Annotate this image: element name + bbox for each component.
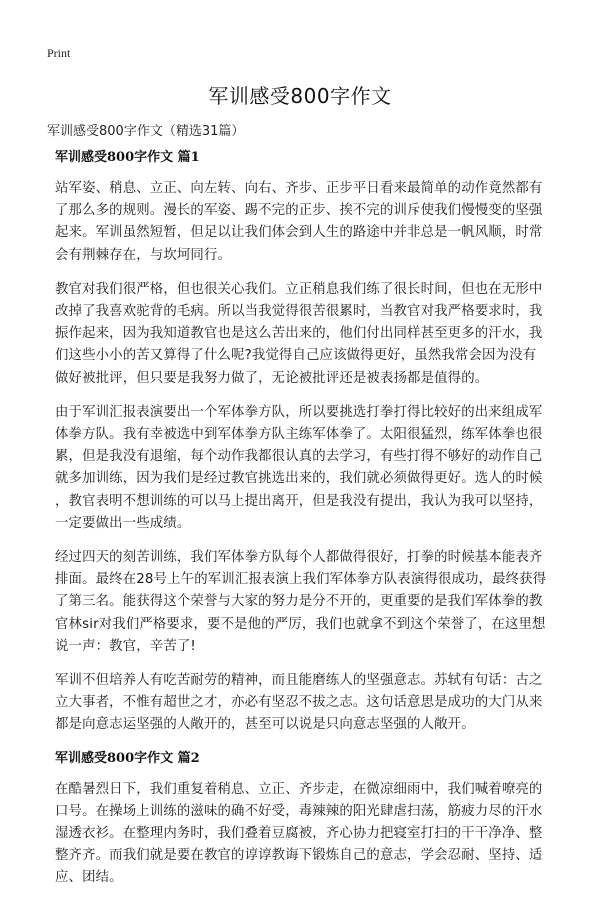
text-line: 湿透衣衫。在整理内务时，我们叠着豆腐被，齐心协力把寝室打扫的干干净净、整 bbox=[55, 826, 543, 842]
text-line: 了第三名。能获得这个荣誉与大家的努力是分不开的，更重要的是我们军体拳的教 bbox=[55, 594, 543, 610]
text-line: 口号。在操场上训练的滋味的确不好受，毒辣辣的阳光肆虐扫荡，筋疲力尽的汗水 bbox=[55, 803, 543, 819]
section-heading: 军训感受800字作文 篇1 bbox=[55, 150, 200, 165]
text-line: 由于军训汇报表演要出一个军体拳方队，所以要挑选打拳打得比较好的出来组成军 bbox=[55, 404, 543, 420]
text-line: 振作起来，因为我知道教官也是这么苦出来的，他们付出同样甚至更多的汗水，我 bbox=[55, 326, 543, 342]
paragraph bbox=[55, 670, 555, 737]
text-line: 累，但是我没有退缩，每个动作我都很认真的去学习，有些打得不够好的动作自己 bbox=[55, 449, 543, 465]
page-title: 军训感受800字作文 bbox=[208, 84, 392, 108]
text-line: 体拳方队。我有幸被选中到军体拳方队主练军体拳了。太阳很猛烈，练军体拳也很 bbox=[55, 427, 543, 443]
text-line: 了那么多的规则。漫长的军姿、踢不完的正步、挨不完的训斥使我们慢慢变的坚强 bbox=[55, 203, 543, 219]
paragraph bbox=[55, 779, 555, 890]
text-line: 应、团结。 bbox=[55, 870, 123, 886]
paragraph bbox=[55, 547, 555, 658]
text-line: ，教官表明不想训练的可以马上提出离开，但是我没有提出，我认为我可以坚持， bbox=[55, 493, 543, 509]
text-line: 官林sir对我们严格要求，要不是他的严厉，我们也就拿不到这个荣誉了，在这里想 bbox=[55, 616, 546, 632]
text-line: 站军姿、稍息、立正、向左转、向右、齐步、正步平日看来最简单的动作竟然都有 bbox=[55, 181, 543, 196]
print-link[interactable]: Print bbox=[47, 46, 71, 60]
paragraph bbox=[55, 178, 555, 267]
section-heading: 军训感受800字作文 篇2 bbox=[55, 750, 200, 766]
text-line: 整齐齐。而我们就是要在教官的谆谆教诲下锻炼自己的意志，学会忍耐、坚持、适 bbox=[55, 848, 543, 864]
text-line: 军训不但培养人有吃苦耐劳的精神，而且能磨练人的坚强意志。苏轼有句话：古之 bbox=[55, 673, 543, 689]
paragraph bbox=[55, 402, 555, 535]
text-line: 做好被批评，但只要是我努力做了，无论被批评还是被表扬都是值得的。 bbox=[55, 370, 489, 386]
text-line: 经过四天的刻苦训练，我们军体拳方队每个人都做得很好，打拳的时候基本能表齐 bbox=[55, 550, 543, 566]
paragraph bbox=[55, 279, 555, 390]
text-line: 教官对我们很严格，但也很关心我们。立正稍息我们练了很长时间，但也在无形中 bbox=[55, 281, 543, 297]
text-line: 一定要做出一些成绩。 bbox=[55, 515, 191, 531]
text-line: 改掉了我喜欢驼背的毛病。所以当我觉得很苦很累时，当教官对我严格要求时，我 bbox=[55, 304, 543, 320]
text-line: 就多加训练，因为我们是经过教官挑选出来的，我们就必须做得更好。选人的时候 bbox=[55, 471, 543, 487]
text-line: 们这些小小的苦又算得了什么呢?我觉得自己应该做得更好，虽然我常会因为没有 bbox=[55, 348, 537, 364]
text-line: 说一声：教官，辛苦了! bbox=[55, 638, 196, 654]
text-line: 排面。最终在28号上午的军训汇报表演上我们军体拳方队表演得很成功，最终获得 bbox=[55, 572, 547, 588]
text-line: 起来。军训虽然短暂，但足以让我们体会到人生的路途中并非总是一帆风顺，时常 bbox=[55, 225, 543, 241]
text-line: 立大事者，不惟有超世之才，亦必有坚忍不拔之志。这句话意思是成功的大门从来 bbox=[55, 695, 543, 711]
page-subtitle: 军训感受800字作文（精选31篇） bbox=[47, 124, 245, 139]
article-content bbox=[55, 148, 555, 902]
text-line: 都是向意志运坚强的人敞开的，甚至可以说是只向意志坚强的人敞开。 bbox=[55, 717, 475, 733]
text-line: 在酷暑烈日下，我们重复着稍息、立正、齐步走，在微凉细雨中，我们喊着嘹亮的 bbox=[55, 781, 543, 797]
text-line: 会有荆棘存在，与坎坷同行。 bbox=[55, 247, 232, 263]
